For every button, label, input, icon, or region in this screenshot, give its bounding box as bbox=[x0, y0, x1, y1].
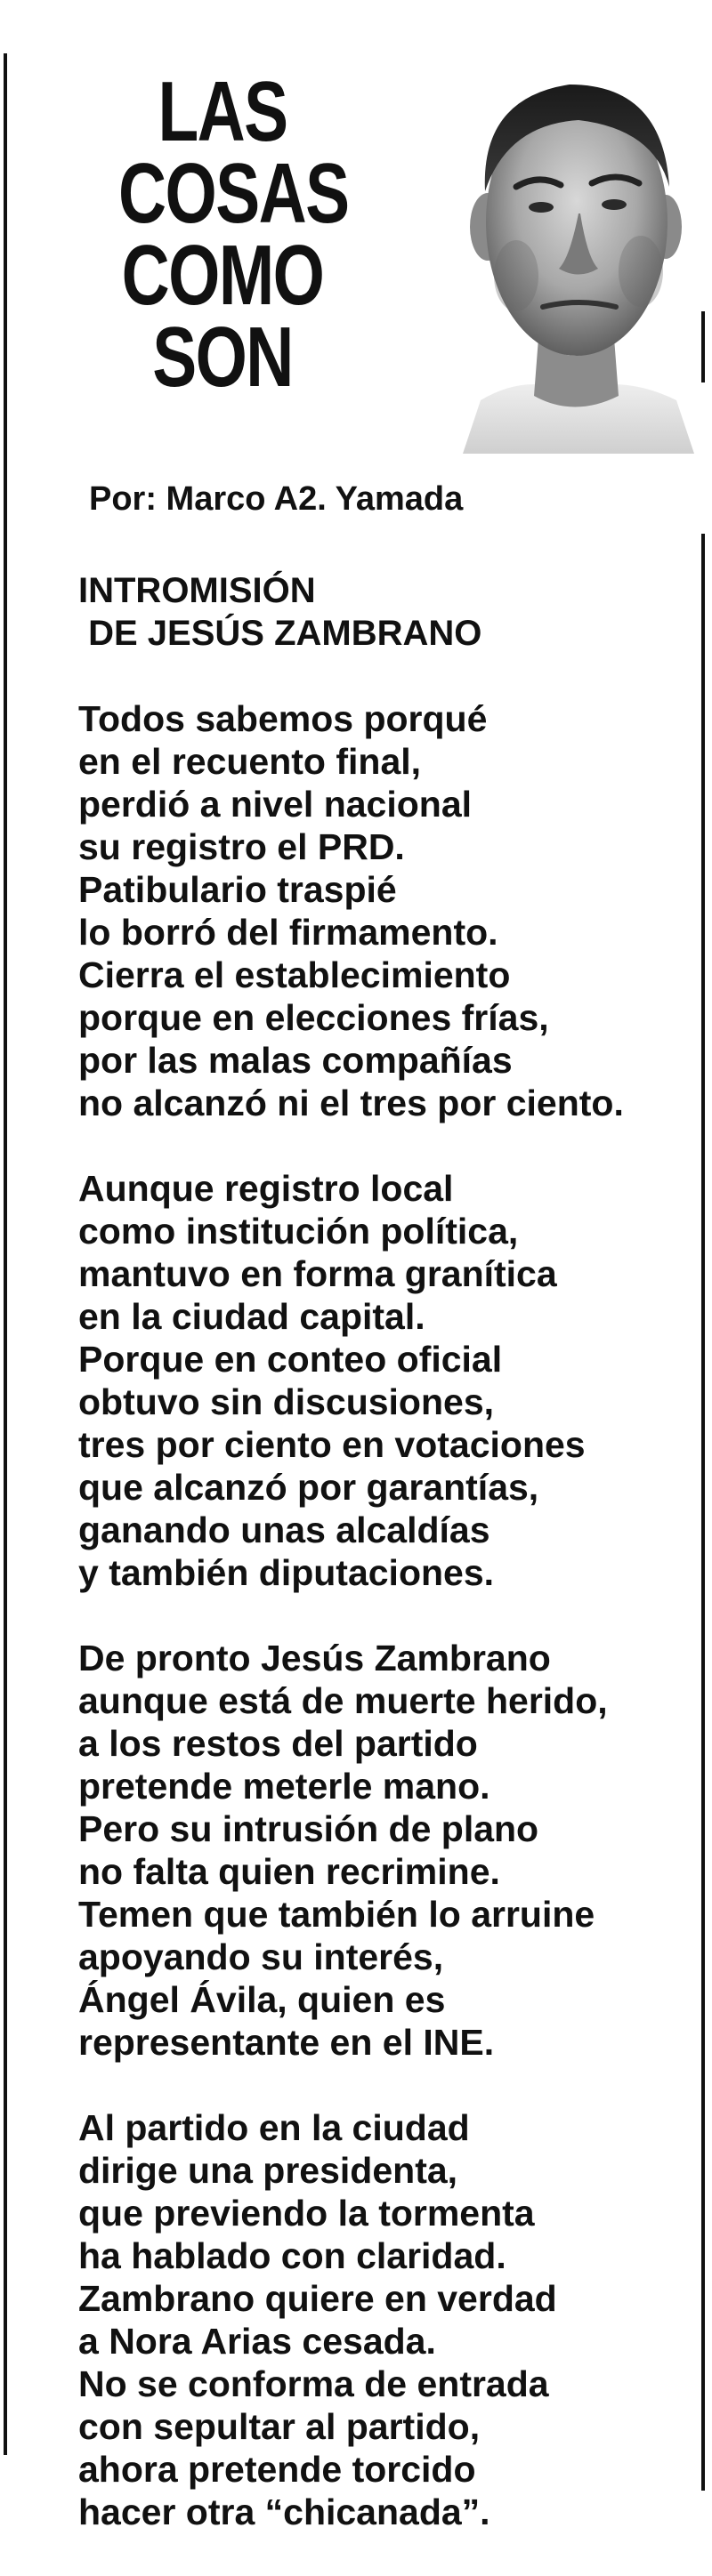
verse-line: Patibulario traspié bbox=[78, 869, 397, 910]
verse-line: y también diputaciones. bbox=[78, 1552, 495, 1593]
verse-line: a Nora Arias cesada. bbox=[78, 2321, 436, 2362]
verse-line: Cierra el establecimiento bbox=[78, 954, 511, 995]
column-rule-right bbox=[701, 534, 705, 2491]
column-masthead bbox=[89, 64, 356, 427]
masthead-line: SON bbox=[152, 310, 293, 405]
verse-line: en el recuento final, bbox=[78, 741, 422, 782]
column-rule-left bbox=[4, 53, 7, 2455]
verse-line: no alcanzó ni el tres por ciento. bbox=[78, 1083, 624, 1123]
verse-line: no falta quien recrimine. bbox=[78, 1851, 500, 1892]
verse-line: obtuvo sin discusiones, bbox=[78, 1381, 495, 1422]
verse-line: perdió a nivel nacional bbox=[78, 784, 473, 825]
verse-line: ahora pretende torcido bbox=[78, 2449, 476, 2490]
verse-line: en la ciudad capital. bbox=[78, 1296, 425, 1337]
verse-line: Todos sabemos porqué bbox=[78, 698, 488, 739]
verse-line: por las malas compañías bbox=[78, 1040, 513, 1081]
verse-line: ganando unas alcaldías bbox=[78, 1509, 490, 1550]
stanza bbox=[78, 1637, 692, 2064]
verse-line: hacer otra “chicanada”. bbox=[78, 2491, 490, 2532]
verse-line: pretende meterle mano. bbox=[78, 1766, 490, 1807]
verse-line: De pronto Jesús Zambrano bbox=[78, 1638, 551, 1678]
headline-line: INTROMISIÓN bbox=[78, 571, 316, 610]
masthead-line: COSAS bbox=[118, 146, 349, 241]
verse-line: porque en elecciones frías, bbox=[78, 997, 549, 1038]
verse-line: como institución política, bbox=[78, 1211, 519, 1252]
stanza bbox=[78, 2106, 692, 2533]
stanza bbox=[78, 697, 692, 1124]
verse-line: que alcanzó por garantías, bbox=[78, 1467, 539, 1508]
verse-line: mantuvo en forma granítica bbox=[78, 1253, 557, 1294]
verse-line: No se conforma de entrada bbox=[78, 2363, 549, 2404]
byline: Por: Marco A2. Yamada bbox=[89, 480, 464, 518]
author-portrait-illustration bbox=[445, 36, 703, 454]
masthead-line: COMO bbox=[121, 228, 324, 323]
article-body bbox=[78, 569, 692, 2576]
verse-line: con sepultar al partido, bbox=[78, 2406, 481, 2447]
author-portrait-photo bbox=[445, 36, 703, 454]
verse-line: lo borró del firmamento. bbox=[78, 912, 498, 953]
verse-line: representante en el INE. bbox=[78, 2022, 495, 2063]
verse-line: Porque en conteo oficial bbox=[78, 1339, 503, 1380]
verse-line: Ángel Ávila, quien es bbox=[78, 1979, 446, 2020]
masthead-line: LAS bbox=[158, 64, 287, 159]
verse-line: Al partido en la ciudad bbox=[78, 2107, 470, 2148]
verse-line: Pero su intrusión de plano bbox=[78, 1808, 539, 1849]
verse-line: dirige una presidenta, bbox=[78, 2150, 458, 2191]
article-headline bbox=[78, 569, 692, 655]
verse-line: a los restos del partido bbox=[78, 1723, 478, 1764]
headline-line: DE JESÚS ZAMBRANO bbox=[78, 614, 482, 653]
verse-line: Temen que también lo arruine bbox=[78, 1894, 595, 1935]
verse-line: apoyando su interés, bbox=[78, 1936, 444, 1977]
verse-line: Aunque registro local bbox=[78, 1168, 454, 1209]
verse-line: aunque está de muerte herido, bbox=[78, 1680, 608, 1721]
verse-line: ha hablado con claridad. bbox=[78, 2235, 506, 2276]
verse-line: Zambrano quiere en verdad bbox=[78, 2278, 557, 2319]
verse-line: tres por ciento en votaciones bbox=[78, 1424, 586, 1465]
stanza bbox=[78, 1167, 692, 1594]
verse-line: su registro el PRD. bbox=[78, 826, 405, 867]
verse-line: que previendo la tormenta bbox=[78, 2193, 535, 2234]
